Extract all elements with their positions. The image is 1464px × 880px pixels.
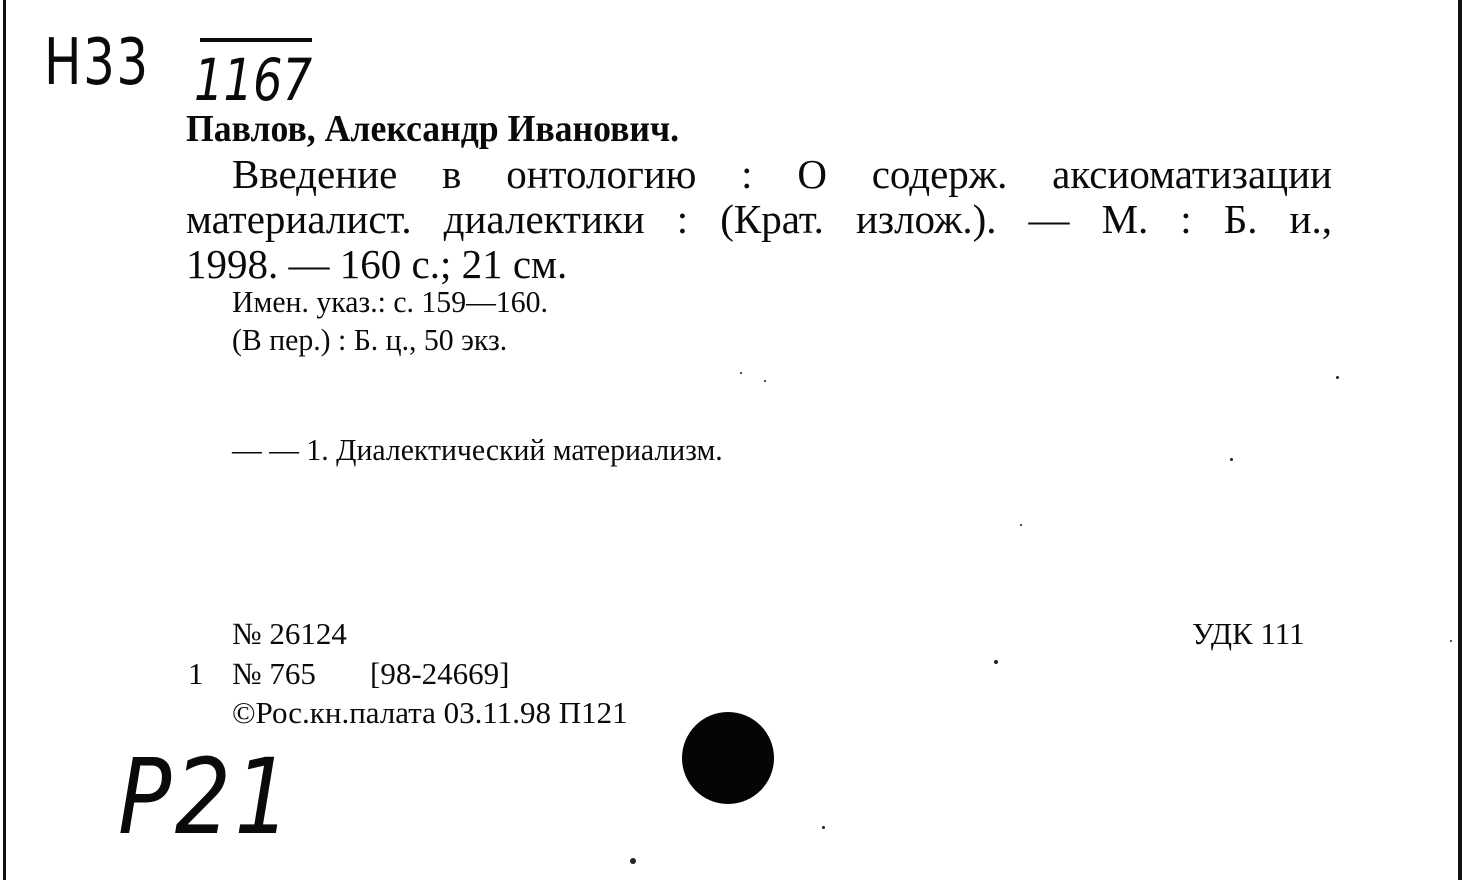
ink-speck (1020, 524, 1022, 526)
title-line-1: Введение в онтологию : О содерж. аксиоматизации (232, 151, 1332, 197)
handwritten-shelf-mark: Н33 (44, 26, 150, 100)
ink-speck (740, 372, 742, 374)
registration-number: № 765 (232, 656, 316, 691)
handwritten-bottom-mark: Р21 (118, 736, 295, 858)
subject-heading: — — 1. Диалектический материализм. (232, 432, 723, 467)
ink-speck (822, 826, 825, 829)
index-note: Имен. указ.: с. 159—160. (232, 284, 548, 319)
handwritten-inventory-number: 1167 (194, 46, 313, 114)
ink-speck (630, 858, 636, 864)
title-line-2: материалист. диалектики : (Крат. излож.). — М. : Б. и., (186, 196, 1332, 242)
udk-code: УДК 111 (1192, 616, 1305, 651)
card-right-edge (1458, 0, 1462, 880)
ink-speck (764, 380, 766, 382)
title-line-3: 1998. — 160 с.; 21 см. (186, 241, 568, 287)
punch-hole (682, 712, 774, 804)
card-left-edge (3, 0, 6, 880)
registration-code: [98-24669] (370, 656, 510, 691)
copies-count: 1 (188, 656, 204, 691)
ink-speck (1336, 376, 1339, 379)
binding-price-note: (В пер.) : Б. ц., 50 экз. (232, 322, 508, 357)
ink-speck (994, 660, 998, 664)
book-chamber-imprint: ©Рос.кн.палата 03.11.98 П121 (232, 695, 628, 730)
author-heading: Павлов, Александр Иванович. (186, 108, 680, 150)
ink-speck (1230, 458, 1233, 461)
record-number: № 26124 (232, 616, 347, 651)
ink-speck (1450, 640, 1452, 642)
inventory-overline (200, 38, 312, 42)
